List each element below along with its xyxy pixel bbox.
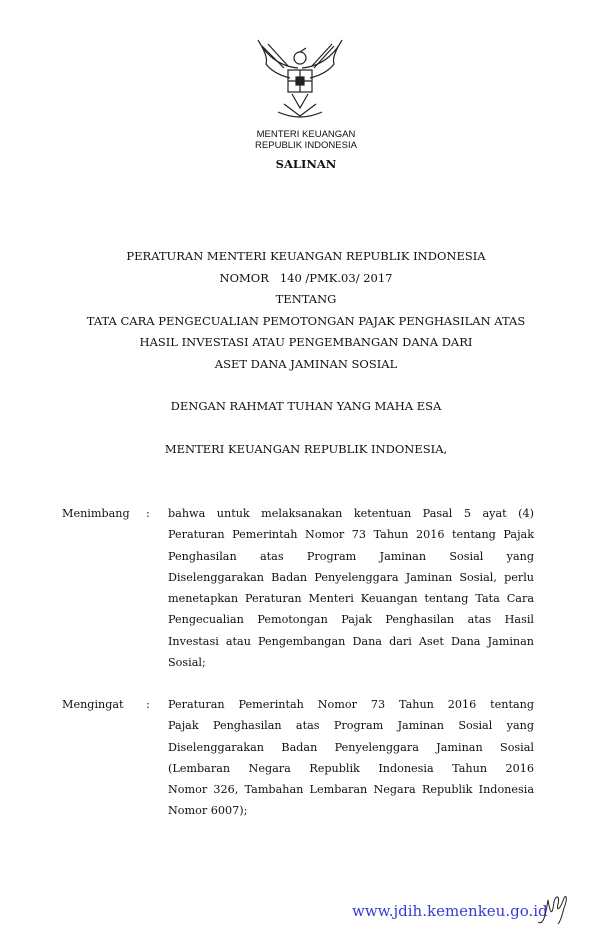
title-line: PERATURAN MENTERI KEUANGAN REPUBLIK INDONESIA — [126, 249, 486, 263]
text-line: Peraturan Pemerintah Nomor 73 Tahun 2016 tentang — [168, 698, 534, 711]
section-label: Menimbang — [62, 507, 130, 520]
salinan-stamp: SALINAN — [275, 157, 337, 171]
jdih-link[interactable]: www.jdih.kemenkeu.go.id — [352, 902, 548, 920]
blessing: DENGAN RAHMAT TUHAN YANG MAHA ESA — [170, 399, 442, 413]
text-line: Nomor 326, Tambahan Lembaran Negara Republik Indonesia — [168, 783, 534, 797]
section-colon: : — [146, 698, 150, 711]
section-body — [168, 694, 534, 822]
text-line: Pajak Penghasilan atas Program Jaminan Sosial yang — [168, 719, 534, 733]
document-title — [0, 246, 612, 375]
title-line: ASET DANA JAMINAN SOSIAL — [214, 356, 398, 371]
title-line: TENTANG — [275, 292, 337, 306]
regulation-number: NOMOR 140 /PMK.03/ 2017 — [219, 270, 393, 285]
text-line: Nomor 6007); — [168, 804, 248, 818]
text-line: Investasi atau Pengembangan Dana dari Aset Dana Jaminan — [168, 634, 534, 648]
text-line: Penghasilan atas Program Jaminan Sosial yang — [168, 549, 534, 563]
title-line: HASIL INVESTASI ATAU PENGEMBANGAN DANA DARI — [139, 335, 473, 349]
paraf-signature — [534, 892, 574, 928]
title-line: TATA CARA PENGECUALIAN PEMOTONGAN PAJAK PENGHASILAN ATAS — [86, 313, 526, 328]
text-line: bahwa untuk melaksanakan ketentuan Pasal 5 ayat (4) — [168, 507, 534, 520]
text-line: Diselenggarakan Badan Penyelenggara Jaminan Sosial — [168, 740, 534, 754]
text-line: Diselenggarakan Badan Penyelenggara Jaminan Sosial, perlu — [168, 570, 534, 584]
ministry-line-2: REPUBLIK INDONESIA — [255, 140, 357, 151]
text-line: Pengecualian Pemotongan Pajak Penghasilan atas Hasil — [168, 613, 534, 627]
section-label: Mengingat — [62, 698, 124, 711]
ministry-line-1: MENTERI KEUANGAN — [256, 129, 356, 140]
text-line: Peraturan Pemerintah Nomor 73 Tahun 2016 tentang Pajak — [168, 528, 534, 542]
text-line: (Lembaran Negara Republik Indonesia Tahun 2016 — [168, 761, 534, 775]
garuda-emblem — [254, 38, 346, 124]
text-line: menetapkan Peraturan Menteri Keuangan tentang Tata Cara — [168, 592, 534, 606]
text-line: Sosial; — [168, 656, 206, 670]
section-body — [168, 503, 534, 673]
section-colon: : — [146, 507, 150, 520]
minister-heading: MENTERI KEUANGAN REPUBLIK INDONESIA, — [164, 442, 448, 456]
